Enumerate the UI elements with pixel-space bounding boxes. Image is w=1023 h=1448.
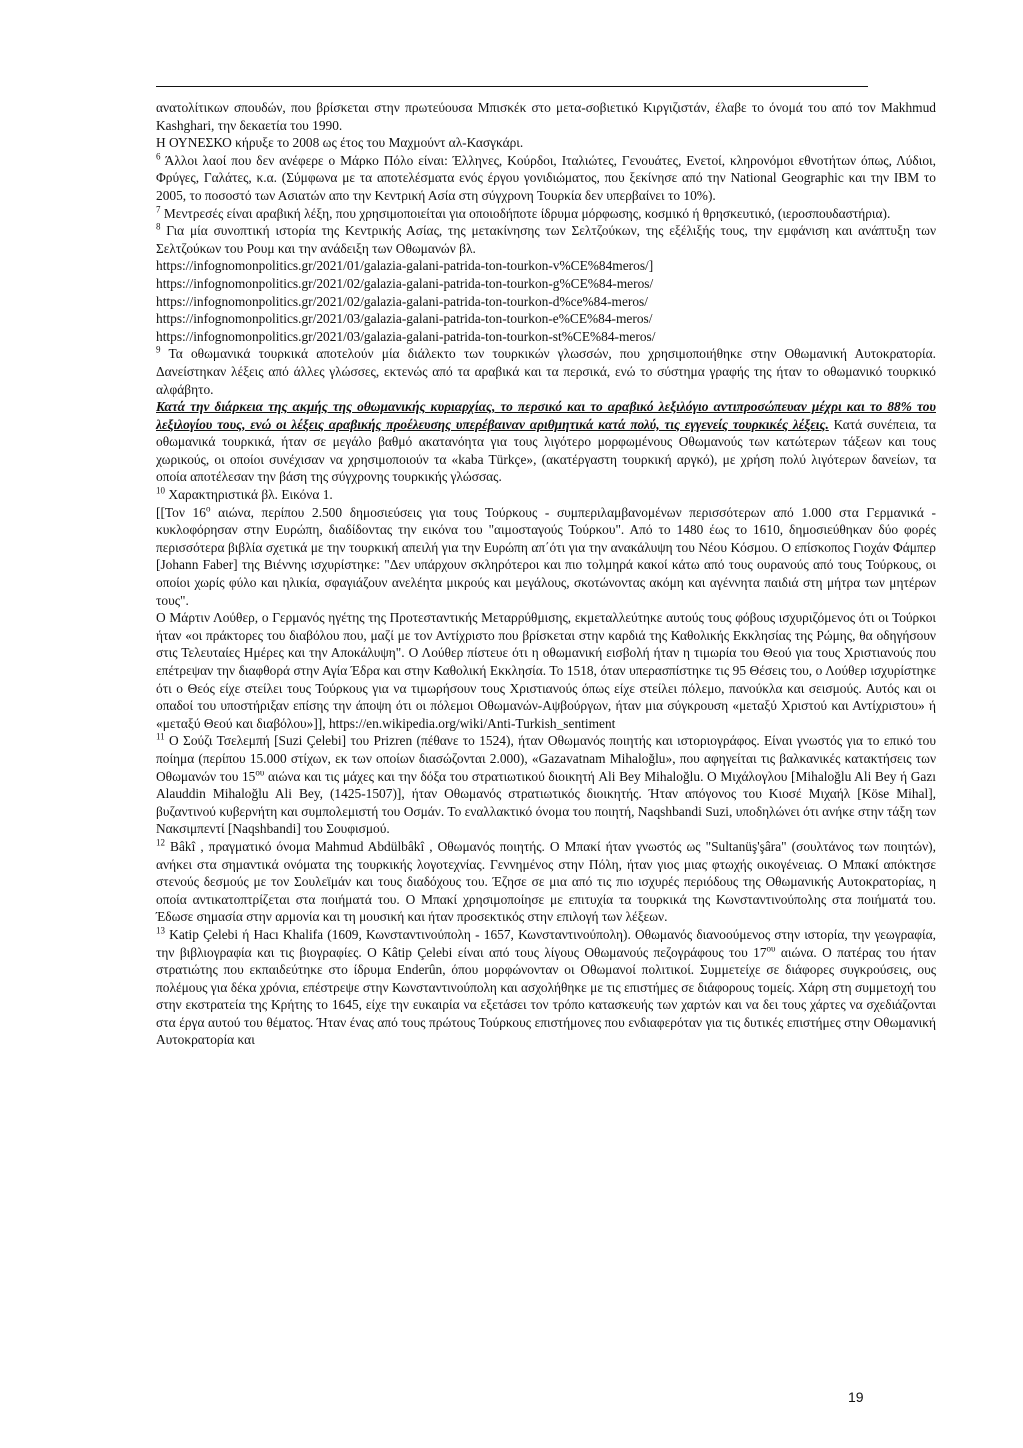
footnote-13-text-b: αιώνα. Ο πατέρας του ήταν στρατιώτης που εκπαιδεύτηκε στο ίδρυμα Enderûn, όπου μορφώνονταν οι Οθωμανοί πολιτικοί. Συμμετείχε σε διάφορες συγκρούσεις, ους πολέμους για δέκα χρόνια, επέστρεψε στην Κωνσταντινούπολη και ασχολήθηκε με τις επιστήμες σε διάφορους τομείς. Χάρη στη συμμετοχή του στην εκστρατεία της Κρήτης το 1645, είχε την ευκαιρία να εξετάσει τον τρόπο κατασκευής των χαρτών και να δει τους χάρτες να σχεδιάζονται στα έργα αυτού του θέματος. Ήταν ένας από τους πρώτους Τούρκους επιστήμονες που ενδιαφερόταν για τις δυτικές επιστήμες στην Οθωμανική Αυτοκρατορία και — [156, 944, 936, 1048]
footnote-12-text: Bâkî , πραγματικό όνομα Mahmud Abdülbâkî , Οθωμανός ποιητής. Ο Μπακί ήταν γνωστός ως "Sultanüş'şâra" (σουλτάνος των ποιητών), ανήκει στα σημαντικά ονόματα της τουρκικής λογοτεχνίας. Γεννημένος στην Πόλη, ήταν γιος μιας φτωχής οικογένειας. Ο Μπακί απόκτησε στενούς δεσμούς με τον Σουλεϊμάν και τους διαδόχους του. Έζησε σε μια από τις πιο ισχυρές περιόδους της Οθωμανικής Αυτοκρατορίας, η οποία αντικατοπτρίζεται στα ποιήματά του. Ο Μπακί χρησιμοποίησε με επιτυχία τα τουρκικά της Κωνσταντινούπολης στα ποιήματά του. Έδωσε σημασία στην αρμονία και τη μουσική και ήταν προσεκτικός στην επιλογή των λέξεων. — [156, 838, 936, 925]
ordinal-superscript: ου — [766, 943, 776, 954]
ordinal-superscript: ου — [255, 767, 265, 778]
footnote-5-continuation: ανατολίτικων σπουδών, που βρίσκεται στην πρωτεύουσα Μπισκέκ στο μετα-σοβιετικό Κιργιζιστάν, έλαβε το όνομά του από τον Makhmud Kashghari, την δεκαετία του 1990. — [156, 100, 936, 133]
unesco-line: Η ΟΥΝΕΣΚΟ κήρυξε το 2008 ως έτος του Μαχμούντ αλ-Κασγκάρι. — [156, 135, 524, 151]
url-link[interactable]: https://infognomonpolitics.gr/2021/03/galazia-galani-patrida-ton-tourkon-e%CE%84-meros/ — [156, 311, 653, 327]
footnote-6-number: 6 — [156, 151, 161, 162]
footnote-7-text: Μεντρεσές είναι αραβική λέξη, που χρησιμοποιείται για οποιοδήποτε ίδρυμα μόρφωσης, κοσμικό ή θρησκευτικό, (ιεροσπουδαστήρια). — [160, 205, 891, 221]
footnote-12-number: 12 — [156, 837, 165, 848]
footnote-10 — [156, 486, 936, 504]
footnote-13-number: 13 — [156, 925, 165, 936]
footnote-9-emphasis: Κατά την διάρκεια της ακμής της οθωμανικής κυριαρχίας, το περσικό και το αραβικό λεξιλόγιο αντιπροσώπευαν μέχρι και το 88% του λεξιλογίου τους, ενώ οι λέξεις αραβικής προέλευσης υπερέβαιναν αριθμητικά κατά πολύ, τις εγγενείς τουρκικές λέξεις. — [156, 399, 936, 432]
footnote-8-number: 8 — [156, 221, 161, 232]
footnote-11 — [156, 732, 936, 838]
footnote-9-rest: Κατά συνέπεια, τα οθωμανικά τουρκικά, ήταν σε μεγάλο βαθμό ακατανόητα για τους λιγότερο μορφωμένους Οθωμανούς των κατώτερων τάξεων και τους χωρικούς, οι οποίοι συνέχισαν να χρησιμοποιούν τα «kaba Türkçe», (ακατέργαστη τουρκική αργκό), με χρήση πολύ λιγότερων δανείων, τα οποία αποτέλεσαν την βάση της σύγχρονης τουρκικής γλώσσας. — [156, 416, 936, 485]
url-link[interactable]: https://infognomonpolitics.gr/2021/01/galazia-galani-patrida-ton-tourkon-v%CE%84meros/] — [156, 258, 654, 274]
footnote-6 — [156, 152, 936, 205]
footnotes-area — [156, 86, 936, 1049]
footnote-11-number: 11 — [156, 731, 165, 742]
footnote-8-text: Για μία συνοπτική ιστορία της Κεντρικής Ασίας, της μετακίνησης των Σελτζούκων, της εξέλιξής τους, την εμφάνιση και ανάπτυξη των Σελτζούκων του Ρουμ και την ανάδειξη των Οθωμανών βλ. — [156, 223, 936, 256]
footnote-13-text-a: Katip Çelebi ή Hacı Khalifa (1609, Κωνσταντινούπολη - 1657, Κωνσταντινούπολη). Οθωμανός διανοούμενος στην ιστορία, την γεωγραφία, την βιβλιογραφία και τις βιογραφίες. Ο Kâtip Çelebi είναι από τους λίγους Οθωμανούς πεζογράφους του 17 — [156, 926, 936, 960]
footnote-9-number: 9 — [156, 344, 161, 355]
footnote-9-text: Τα οθωμανικά τουρκικά αποτελούν μία διάλεκτο των τουρκικών γλωσσών, που χρησιμοποιήθηκε στην Οθωμανική Αυτοκρατορία. Δανείστηκαν λέξεις από άλλες γλώσσες, εκτενώς από τα αραβικά και τα περσικά, ενώ το σύστημα γραφής της ήταν το οθωμανικό τουρκικό αλφάβητο. — [156, 346, 936, 397]
footnote-10-number: 10 — [156, 485, 165, 496]
footnote-6-text: Άλλοι λαοί που δεν ανέφερε ο Μάρκο Πόλο είναι: Έλληνες, Κούρδοι, Ιταλιώτες, Γενουάτες, Ενετοί, κληρονόμοι εθνοτήτων όπως, Λύδιοι, Φρύγες, Γαλάτες, κ.α. (Σύμφωνα με τα αποτελέσματα ενός έργου γονιδιώματος, που ξεκίνησε από την National Geographic και την IBM το 2005, το ποσοστό των Ασιατών απο την Κεντρική Ασία στη σύγχρονη Τουρκία δεν υπερβαίνει το 10%). — [156, 152, 936, 203]
page-number: 19 — [848, 1389, 864, 1405]
footnote-9-continued — [156, 398, 936, 486]
url-link[interactable]: https://infognomonpolitics.gr/2021/03/galazia-galani-patrida-ton-tourkon-st%CE%84-meros/ — [156, 328, 656, 344]
url-link[interactable]: https://infognomonpolitics.gr/2021/02/galazia-galani-patrida-ton-tourkon-g%CE%84-meros/ — [156, 275, 654, 291]
footnote-9 — [156, 345, 936, 398]
footnote-7-number: 7 — [156, 204, 161, 215]
ordinal-superscript: ο — [205, 503, 211, 514]
footnote-separator — [156, 86, 868, 87]
footnote-10-luther: Ο Μάρτιν Λούθερ, ο Γερμανός ηγέτης της Προτεσταντικής Μεταρρύθμισης, εκμεταλλεύτηκε αυτούς τους φόβους ισχυριζόμενος ότι οι Τούρκοι ήταν «οι πράκτορες του διαβόλου που, μαζί με τον Αντίχριστο που βρίσκεται στην καρδιά της Καθολικής Εκκλησίας της Ρώμης, θα οδηγήσουν στις Τελευταίες Ημέρες και την Αποκάλυψη". Ο Λούθερ πίστευε ότι η οθωμανική εισβολή ήταν η τιμωρία του Θεού για τους Χριστιανούς που επέτρεψαν την διαφθορά στην Αγία Έδρα και στην Καθολική Εκκλησία. Το 1518, όταν υπερασπίστηκε τις 95 Θέσεις του, ο Λούθερ ισχυρίστηκε ότι ο Θεός είχε στείλει τους Τούρκους για να τιμωρήσουν τους Χριστιανούς όπως είχε στείλει πόλεμο, πανούκλα και σεισμούς. Αυτός και οι οπαδοί του υποστήριξαν επίσης την άποψη ότι οι πόλεμοι Οθωμανών-Αψβούργων, ήταν μια σύγκρουση «μεταξύ Χριστού και Αντίχριστου» ή «μεταξύ Θεού και διαβόλου»]], https://en.wikipedia.org/wiki/Anti-Turkish_sentiment — [156, 610, 936, 731]
quote-text: αιώνα, περίπου 2.500 δημοσιεύσεις για τους Τούρκους - συμπεριλαμβανομένων περισσότερων από 1.000 στα Γερμανικά - κυκλοφόρησαν στην Ευρώπη, διαδίδοντας την εικόνα του "αιμοσταγούς Τούρκου". Από το 1480 έως το 1610, δημοσιεύθηκαν δύο φορές περισσότερα βιβλία σχετικά με την τουρκική απειλή για την Ευρώπη απ΄ότι για την ανακάλυψη του Νέου Κόσμου. Ο επίσκοπος Γιοχάν Φάμπερ [Johann Faber] της Βιέννης ισχυρίστηκε: "Δεν υπάρχουν σκληρότεροι και πιο τολμηρά κακοί κάτω από τους ουρανούς από τους Τούρκους, οι οποίοι χωρίς φύλο και ηλικία, σφαγιάζουν ανελέητα μικρούς και μεγάλους, σκοτώνοντας ακόμη και αγέννητα παιδιά στη μήτρα των μητέρων τους". — [156, 504, 936, 608]
footnote-13 — [156, 926, 936, 1049]
footnote-11-text-b: αιώνα και τις μάχες και την δόξα του στρατιωτικού διοικητή Ali Bey Mihaloğlu. Ο Μιχάλογλου [Mihaloğlu Ali Bey ή Gazı Alauddin Mihaloğlu Ali Bey, (1425-1507)], ήταν Οθωμανός στρατιωτικός διοικητής. Ήταν απόγονος του Κιοσέ Μιχαήλ [Köse Mihal], βυζαντινού κυβερνήτη και συμπολεμιστή του Οσμάν. Το εναλλακτικό όνομα του ποιητή, Naqshbandi Suzi, υποδηλώνει ότι ανήκε στην τάξη των Νακσιμπεντί [Naqshbandi] του Σουφισμού. — [156, 768, 936, 837]
footnote-7 — [156, 205, 936, 223]
footnote-10-quote — [156, 504, 936, 610]
footnote-11-text-a: Ο Σούζι Τσελεμπή [Suzi Çelebi] του Prizren (πέθανε το 1524), ήταν Οθωμανός ποιητής και ιστοριογράφος. Είναι γνωστός για το επικό του ποίημα (περίπου 15.000 στίχων, εκ των οποίων διασώζονται 2.000), «Gazavatnam Mihaloğlu», που αφηγείται τις βαλκανικές κατακτήσεις των Οθωμανών του 15 — [156, 733, 936, 784]
quote-prefix: [[Τον 16 — [156, 504, 206, 520]
footnote-10-text: Χαρακτηριστικά βλ. Εικόνα 1. — [165, 487, 333, 503]
url-link[interactable]: https://infognomonpolitics.gr/2021/02/galazia-galani-patrida-ton-tourkon-d%ce%84-meros/ — [156, 293, 648, 309]
footnote-8 — [156, 222, 936, 257]
footnote-12 — [156, 838, 936, 926]
